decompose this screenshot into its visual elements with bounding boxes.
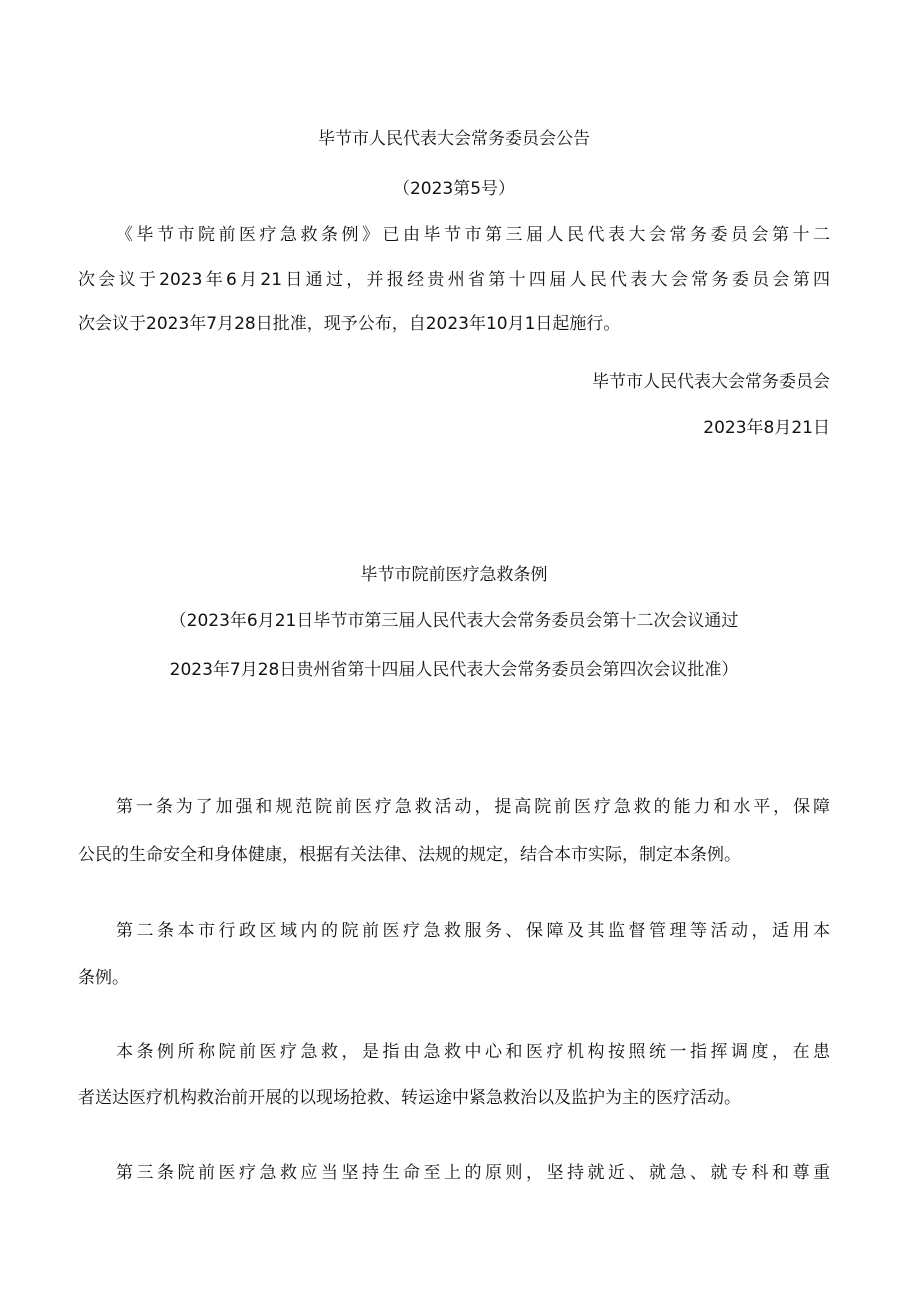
article-line: 第二条本市行政区域内的院前医疗急救服务、保障及其监督管理等活动，适用本 bbox=[116, 921, 830, 941]
announcement-number: （2023第5号） bbox=[392, 179, 516, 199]
regulation-title: 毕节市院前医疗急救条例 bbox=[360, 565, 548, 585]
regulation-subtitle-line: 2023年7月28日贵州省第十四届人民代表大会常务委员会第四次会议批准） bbox=[169, 660, 739, 680]
announcement-body-line: 次会议于2023年7月28日批准，现予公布，自2023年10月1日起施行。 bbox=[78, 314, 621, 334]
article-line: 第一条为了加强和规范院前医疗急救活动，提高院前医疗急救的能力和水平，保障 bbox=[116, 797, 830, 817]
announcement-body-line: 《毕节市院前医疗急救条例》已由毕节市第三届人民代表大会常务委员会第十二 bbox=[116, 225, 830, 245]
announcement-title: 毕节市人民代表大会常务委员会公告 bbox=[318, 129, 590, 149]
regulation-subtitle-line: （2023年6月21日毕节市第三届人民代表大会常务委员会第十二次会议通过 bbox=[169, 611, 739, 631]
article-line: 者送达医疗机构救治前开展的以现场抢救、转运途中紧急救治以及监护为主的医疗活动。 bbox=[78, 1088, 741, 1108]
announcement-body-line: 次会议于2023年6月21日通过，并报经贵州省第十四届人民代表大会常务委员会第四 bbox=[78, 270, 830, 290]
article-line: 条例。 bbox=[78, 968, 129, 988]
article-line: 第三条院前医疗急救应当坚持生命至上的原则，坚持就近、就急、就专科和尊重 bbox=[116, 1163, 830, 1183]
announcement-signature: 毕节市人民代表大会常务委员会 bbox=[592, 372, 830, 392]
announcement-date: 2023年8月21日 bbox=[703, 418, 830, 438]
article-line: 公民的生命安全和身体健康，根据有关法律、法规的规定，结合本市实际，制定本条例。 bbox=[78, 845, 741, 865]
article-line: 本条例所称院前医疗急救，是指由急救中心和医疗机构按照统一指挥调度，在患 bbox=[116, 1042, 830, 1062]
